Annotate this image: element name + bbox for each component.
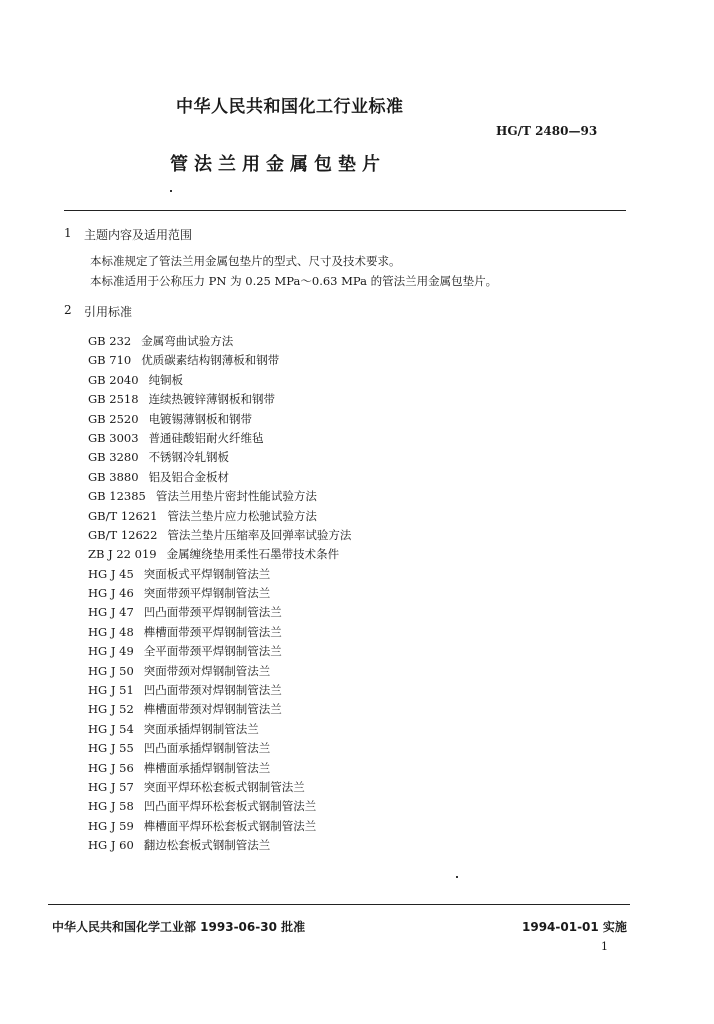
page-number: 1 [601,940,608,953]
reference-title: 金属弯曲试验方法 [141,334,234,348]
reference-item [88,565,588,584]
reference-code: GB 2518 [88,392,139,407]
reference-item [88,526,588,545]
reference-code: GB 232 [88,334,132,348]
reference-title: 榫槽面带颈对焊钢制管法兰 [143,702,282,717]
reference-code: GB 12385 [88,489,146,504]
reference-item [88,603,588,622]
reference-item [88,448,588,467]
reference-title: 榫槽面承插焊钢制管法兰 [143,760,271,775]
reference-title: 凹凸面带颈对焊钢制管法兰 [143,683,282,698]
reference-item [88,351,588,370]
reference-title: 全平面带颈平焊钢制管法兰 [143,644,282,659]
reference-title: 优质碳素结构钢薄板和钢带 [141,353,280,368]
section-1-title: 主题内容及适用范围 [84,228,193,242]
reference-list [88,332,588,856]
reference-title: 突面带颈平焊钢制管法兰 [143,586,271,601]
standard-category-heading: 中华人民共和国化工行业标准 [176,97,404,117]
reference-item [88,468,588,487]
reference-title: 凹凸面平焊环松套板式钢制管法兰 [143,799,317,814]
reference-item [88,390,588,409]
reference-title: 榫槽面带颈平焊钢制管法兰 [143,624,282,639]
section-1-paragraph: 本标准适用于公称压力 PN 为 0.25 MPa～0.63 MPa 的管法兰用金属包垫片。 [90,274,498,288]
standard-number: HG/T 2480—93 [496,124,598,138]
section-2-number: 2 [64,303,72,317]
reference-code: HG J 49 [88,644,134,659]
reference-item [88,429,588,448]
reference-title: 突面板式平焊钢制管法兰 [143,566,271,581]
reference-item [88,545,588,564]
reference-item [88,817,588,836]
reference-item [88,487,588,506]
reference-code: GB/T 12622 [88,527,158,542]
reference-code: ZB J 22 019 [88,547,157,562]
reference-title: 管法兰垫片压缩率及回弹率试验方法 [167,527,352,542]
reference-item [88,410,588,429]
reference-item [88,681,588,700]
section-1-paragraph: 本标准规定了管法兰用金属包垫片的型式、尺寸及技术要求。 [90,254,401,268]
reference-title: 突面承插焊钢制管法兰 [143,721,259,736]
reference-item [88,700,588,719]
reference-title: 不锈钢冷轧钢板 [148,450,230,465]
reference-item [88,739,588,758]
section-2-title: 引用标准 [84,305,133,319]
reference-item [88,584,588,603]
reference-title: 凹凸面承插焊钢制管法兰 [143,741,271,756]
reference-code: HG J 45 [88,566,134,581]
reference-code: HG J 57 [88,779,134,794]
footer-rule [48,904,630,905]
reference-code: GB 2040 [88,372,139,387]
reference-item [88,662,588,681]
reference-title: 纯铜板 [148,372,184,387]
reference-title: 电镀锡薄钢板和钢带 [148,411,253,426]
document-title: 管法兰用金属包垫片 [170,154,386,175]
reference-title: 铝及铝合金板材 [148,469,230,484]
reference-title: 管法兰垫片应力松驰试验方法 [167,508,317,523]
reference-item [88,759,588,778]
reference-code: GB 710 [88,353,132,368]
reference-item [88,623,588,642]
reference-code: HG J 47 [88,605,134,620]
reference-code: HG J 54 [88,721,134,736]
reference-title: 突面带颈对焊钢制管法兰 [143,663,271,678]
reference-code: HG J 58 [88,799,134,814]
reference-title: 金属缠绕垫用柔性石墨带技术条件 [166,547,340,562]
reference-item [88,642,588,661]
reference-code: HG J 60 [88,838,134,853]
reference-code: HG J 56 [88,760,134,775]
reference-title: 凹凸面带颈平焊钢制管法兰 [143,605,282,620]
reference-title: 普通硅酸铝耐火纤维毡 [148,430,264,445]
reference-title: 管法兰用垫片密封性能试验方法 [155,489,317,504]
reference-item [88,720,588,739]
reference-code: HG J 48 [88,624,134,639]
reference-title: 榫槽面平焊环松套板式钢制管法兰 [143,818,317,833]
reference-code: HG J 59 [88,818,134,833]
reference-title: 翻边松套板式钢制管法兰 [143,838,271,853]
reference-code: HG J 52 [88,702,134,717]
reference-code: GB 3880 [88,469,139,484]
reference-code: GB 2520 [88,411,139,426]
reference-title: 连续热镀锌薄钢板和钢带 [148,392,276,407]
header-rule [64,210,626,211]
reference-code: GB/T 12621 [88,508,158,523]
reference-item [88,778,588,797]
implementation-date: 1994-01-01 实施 [522,920,627,934]
scan-speck [456,876,458,878]
reference-item [88,836,588,855]
section-1-number: 1 [64,226,72,240]
reference-code: HG J 46 [88,586,134,601]
reference-item [88,371,588,390]
reference-code: HG J 51 [88,683,134,698]
reference-code: GB 3003 [88,430,139,445]
reference-code: HG J 50 [88,663,134,678]
approval-line: 中华人民共和国化学工业部 1993-06-30 批准 [52,920,306,934]
reference-item [88,332,588,351]
scan-speck [170,190,172,192]
reference-item [88,797,588,816]
reference-item [88,507,588,526]
reference-code: HG J 55 [88,741,134,756]
reference-code: GB 3280 [88,450,139,465]
reference-title: 突面平焊环松套板式钢制管法兰 [143,779,305,794]
